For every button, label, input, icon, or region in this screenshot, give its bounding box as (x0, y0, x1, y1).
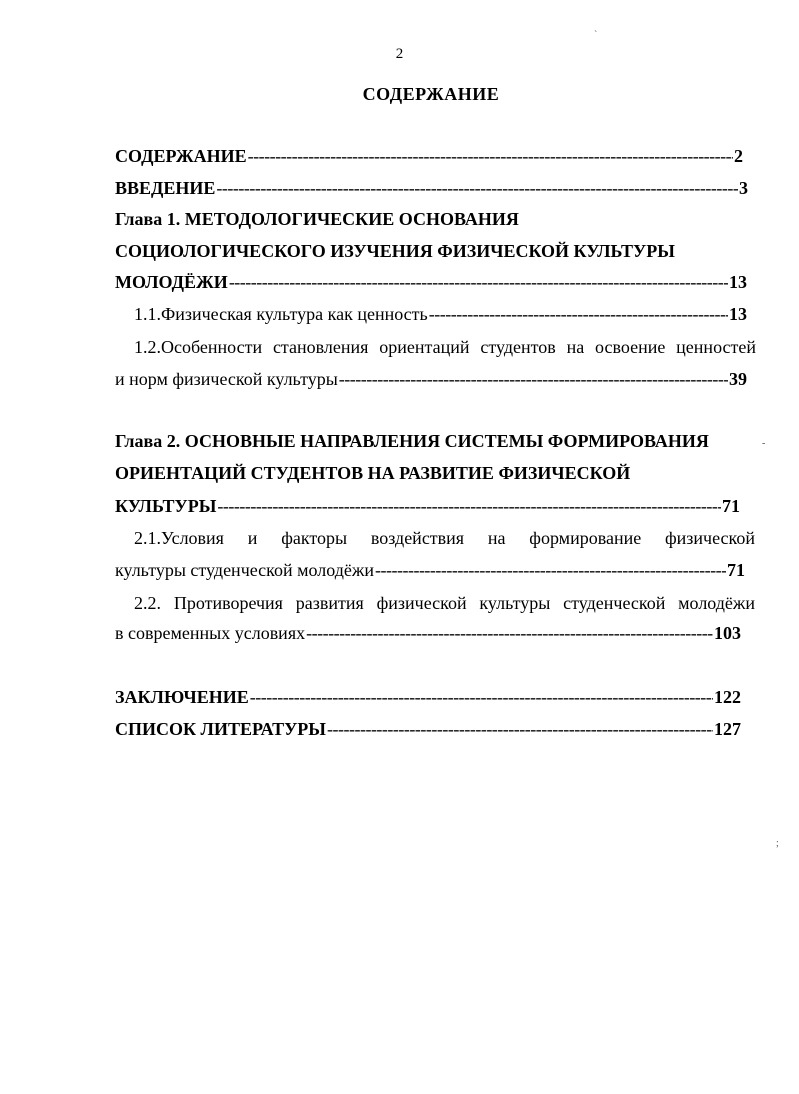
chapter-2-heading-line-2[interactable]: ОРИЕНТАЦИЙ СТУДЕНТОВ НА РАЗВИТИЕ ФИЗИЧЕСКОЙ (115, 463, 631, 483)
section-2-1-line-1[interactable]: 2.1.Условия и факторы воздействия на формирование физической (134, 528, 755, 548)
toc-entry-bibliography[interactable] (115, 716, 741, 742)
toc-entry-label: 1.1.Физическая культура как ценность (134, 304, 428, 324)
dot-leader (429, 301, 728, 327)
toc-entry-page: 13 (729, 304, 747, 324)
toc-entry-label: МОЛОДЁЖИ (115, 272, 228, 292)
toc-entry-contents[interactable] (115, 143, 743, 169)
toc-entry-page: 71 (727, 560, 745, 580)
toc-entry-label: СОДЕРЖАНИЕ (115, 146, 247, 166)
chapter-1-heading-line-1[interactable]: Глава 1. МЕТОДОЛОГИЧЕСКИЕ ОСНОВАНИЯ (115, 209, 519, 229)
toc-entry-label: в современных условиях (115, 623, 306, 643)
dot-leader (327, 716, 713, 742)
toc-entry-page: 13 (729, 272, 747, 292)
toc-entry-page: 71 (722, 496, 740, 516)
toc-entry-page: 2 (734, 146, 743, 166)
toc-entry-label: культуры студенческой молодёжи (115, 560, 374, 580)
toc-entry-page: 103 (714, 623, 741, 643)
toc-entry-conclusion[interactable] (115, 684, 741, 710)
page-number: 2 (395, 46, 404, 62)
dot-leader (375, 557, 726, 583)
toc-entry-label: ВВЕДЕНИЕ (115, 178, 216, 198)
toc-entry-label: и норм физической культуры (115, 369, 338, 389)
toc-entry-page: 122 (714, 687, 741, 707)
toc-entry-page: 3 (739, 178, 748, 198)
dot-leader (248, 143, 733, 169)
toc-entry-chapter-2[interactable] (115, 493, 740, 519)
dot-leader (216, 175, 738, 201)
toc-entry-label: ЗАКЛЮЧЕНИЕ (115, 687, 249, 707)
dot-leader (306, 620, 713, 646)
toc-entry-page: 127 (714, 719, 741, 739)
doc-title: СОДЕРЖАНИЕ (362, 84, 500, 104)
toc-entry-page: 39 (729, 369, 747, 389)
dot-leader (250, 684, 713, 710)
toc-entry-section-1-2[interactable] (115, 366, 747, 392)
section-1-2-line-1[interactable]: 1.2.Особенности становления ориентаций студентов на освоение ценностей (134, 337, 756, 357)
toc-entry-chapter-1[interactable] (115, 269, 747, 295)
toc-entry-section-2-1[interactable] (115, 557, 745, 583)
chapter-1-heading-line-2[interactable]: СОЦИОЛОГИЧЕСКОГО ИЗУЧЕНИЯ ФИЗИЧЕСКОЙ КУЛЬТУРЫ (115, 241, 675, 261)
toc-entry-label: КУЛЬТУРЫ (115, 496, 217, 516)
scan-speck: ; (776, 838, 779, 849)
dot-leader (339, 366, 728, 392)
chapter-2-heading-line-1[interactable]: Глава 2. ОСНОВНЫЕ НАПРАВЛЕНИЯ СИСТЕМЫ ФОРМИРОВАНИЯ (115, 431, 709, 451)
toc-entry-intro[interactable] (115, 175, 748, 201)
dot-leader (217, 493, 721, 519)
toc-entry-section-2-2[interactable] (115, 620, 741, 646)
scan-speck: - (762, 438, 766, 449)
toc-entry-section-1-1[interactable] (134, 301, 747, 327)
toc-entry-label: СПИСОК ЛИТЕРАТУРЫ (115, 719, 326, 739)
scan-speck: ` (594, 30, 598, 41)
dot-leader (229, 269, 728, 295)
section-2-2-line-1[interactable]: 2.2. Противоречия развития физической культуры студенческой молодёжи (134, 593, 755, 613)
